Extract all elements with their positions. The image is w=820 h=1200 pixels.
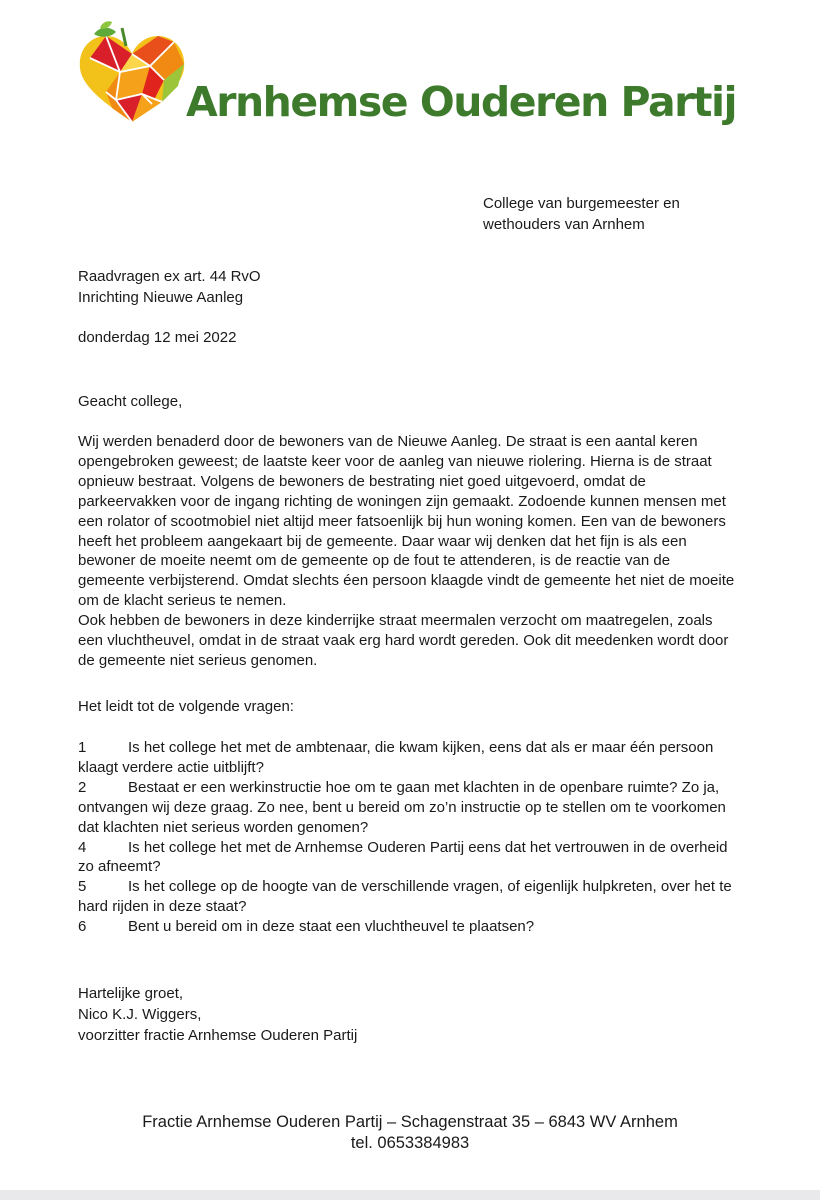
body-paragraph: Wij werden benaderd door de bewoners van de Nieuwe Aanleg. De straat is een aantal keren opengebroken geweest; de laatste keer voor de aanleg van nieuwe riolering. Hierna is de straat opnieuw bestraat. Volgens de bewoners de bestrating niet goed uitgevoerd, omdat de parkeervakken voor de ingang richting de woningen zijn gemaakt. Zodoende kunnen mensen met een rolator of scootmobiel niet altijd meer fatsoenlijk bij hun woning komen. Een van de bewoners heeft het probleem aangekaart bij de gemeente. Daar waar wij denken dat het fijn is als een bewoner de moeite neemt om de gemeente op de fout te attenderen, is de reactie van de gemeente verbijsterend. Omdat slechts éen persoon klaagde vindt de gemeente het niet de moeite om de klacht serieus te nemen. bbox=[78, 433, 735, 610]
question-text: Is het college op de hoogte van de verschillende vragen, of eigenlijk hulpkreten, over het te hard rijden in deze staat? bbox=[78, 878, 732, 916]
footer-address: Fractie Arnhemse Ouderen Partij – Schagenstraat 35 – 6843 WV Arnhem bbox=[142, 1113, 678, 1131]
signer-role: voorzitter fractie Arnhemse Ouderen Partij bbox=[78, 1027, 358, 1044]
body-paragraph: Ook hebben de bewoners in deze kinderrijke straat meermalen verzocht om maatregelen, zoals een vluchtheuvel, omdat in de straat vaak erg hard wordt gereden. Ook dit meedenken wordt door de gemeente niet serieus genomen. bbox=[78, 612, 729, 669]
addressee-line: wethouders van Arnhem bbox=[483, 216, 645, 233]
question-text: Is het college het met de Arnhemse Ouderen Partij eens dat het vertrouwen in de overheid zo afneemt? bbox=[78, 838, 728, 876]
addressee-line: College van burgemeester en bbox=[483, 195, 680, 212]
question-number: 2 bbox=[78, 778, 87, 796]
question-text: Is het college het met de ambtenaar, die kwam kijken, eens dat als er maar één persoon klaagt verdere actie uitblijft? bbox=[78, 739, 714, 776]
questions-list bbox=[78, 738, 740, 937]
signer-name: Nico K.J. Wiggers, bbox=[78, 1006, 202, 1023]
question-text: Bent u bereid om in deze staat een vluchtheuvel te plaatsen? bbox=[128, 918, 535, 936]
question-text: Bestaat er een werkinstructie hoe om te gaan met klachten in de openbare ruimte? Zo ja, ontvangen wij deze graag. Zo nee, bent u bereid om zo’n instructie op te stellen om te voorkomen dat klachten niet serieus worden genomen? bbox=[78, 778, 726, 836]
footer-phone: tel. 0653384983 bbox=[350, 1134, 470, 1152]
question-item bbox=[78, 917, 740, 937]
subject-line: Raadvragen ex art. 44 RvO bbox=[78, 268, 261, 285]
heart-mosaic-logo-icon bbox=[76, 18, 188, 126]
salutation: Geacht college, bbox=[78, 393, 183, 410]
question-item bbox=[78, 838, 740, 878]
question-item bbox=[78, 738, 740, 778]
letter-date: donderdag 12 mei 2022 bbox=[78, 329, 237, 346]
questions-intro: Het leidt tot de volgende vragen: bbox=[78, 698, 294, 715]
party-name-heading: Arnhemse Ouderen Partij bbox=[186, 78, 737, 126]
question-item bbox=[78, 877, 740, 917]
question-number: 4 bbox=[78, 838, 87, 856]
question-item bbox=[78, 778, 740, 838]
letter-body bbox=[78, 432, 740, 671]
question-number: 6 bbox=[78, 918, 87, 936]
page-bottom-edge bbox=[0, 1190, 820, 1200]
question-number: 1 bbox=[78, 739, 87, 756]
signature-block bbox=[78, 983, 357, 1046]
addressee-block bbox=[483, 193, 680, 235]
letter-footer bbox=[0, 1112, 820, 1154]
closing-greeting: Hartelijke groet, bbox=[78, 985, 184, 1002]
subject-line: Inrichting Nieuwe Aanleg bbox=[78, 289, 244, 306]
subject-block bbox=[78, 266, 261, 308]
question-number: 5 bbox=[78, 878, 87, 896]
